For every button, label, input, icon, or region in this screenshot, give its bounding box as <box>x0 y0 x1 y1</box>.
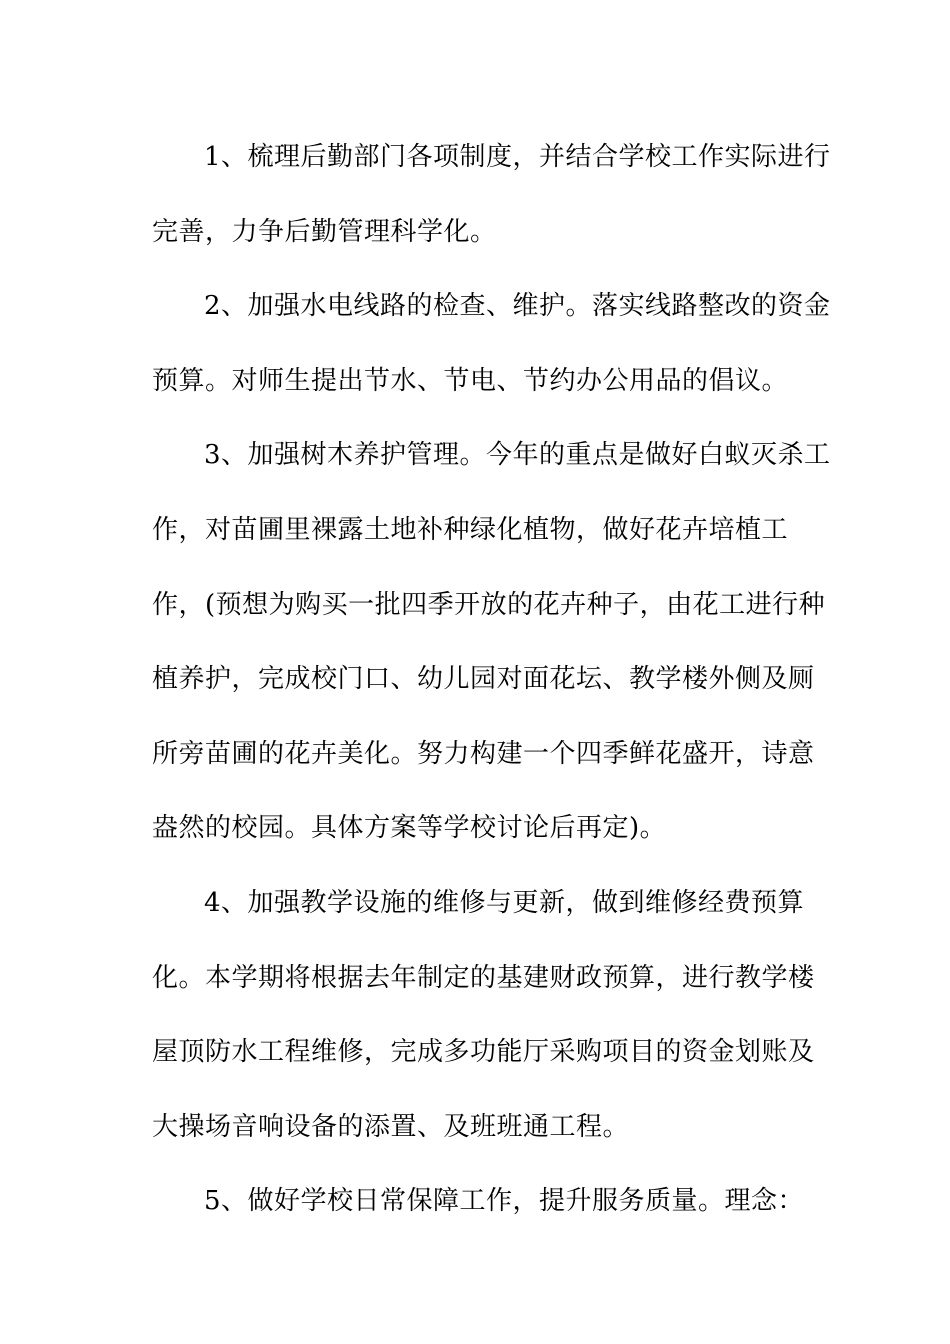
paragraph-4-line-2: 化。本学期将根据去年制定的基建财政预算，进行教学楼 <box>152 962 815 993</box>
document-body <box>152 120 831 1239</box>
paragraph-4-line-3: 屋顶防水工程维修，完成多功能厅采购项目的资金划账及 <box>152 1037 815 1068</box>
paragraph-1-line-2: 完善，力争后勤管理科学化。 <box>152 216 497 247</box>
paragraph-4-line-4: 大操场音响设备的添置、及班班通工程。 <box>152 1111 630 1142</box>
paragraph-3-line-6: 盎然的校园。具体方案等学校讨论后再定)。 <box>152 813 667 844</box>
paragraph-1-line-1: 1、梳理后勤部门各项制度，并结合学校工作实际进行 <box>204 142 831 172</box>
paragraph-4-line-1: 4、加强教学设施的维修与更新，做到维修经费预算 <box>204 887 805 918</box>
paragraph-3-line-5: 所旁苗圃的花卉美化。努力构建一个四季鲜花盛开，诗意 <box>152 738 815 769</box>
paragraph-2-line-2: 预算。对师生提出节水、节电、节约办公用品的倡议。 <box>152 365 789 396</box>
paragraph-5-line-1: 5、做好学校日常保障工作，提升服务质量。理念： <box>204 1186 805 1217</box>
paragraph-3-line-1: 3、加强树木养护管理。今年的重点是做好白蚁灭杀工 <box>204 440 831 471</box>
paragraph-3-line-2: 作，对苗圃里裸露土地补种绿化植物，做好花卉培植工 <box>152 514 789 545</box>
paragraph-2-line-1: 2、加强水电线路的检查、维护。落实线路整改的资金 <box>204 291 831 322</box>
paragraph-3-line-4: 植养护，完成校门口、幼儿园对面花坛、教学楼外侧及厕 <box>152 664 815 695</box>
paragraph-3-line-3: 作，(预想为购买一批四季开放的花卉种子，由花工进行种 <box>152 589 826 620</box>
